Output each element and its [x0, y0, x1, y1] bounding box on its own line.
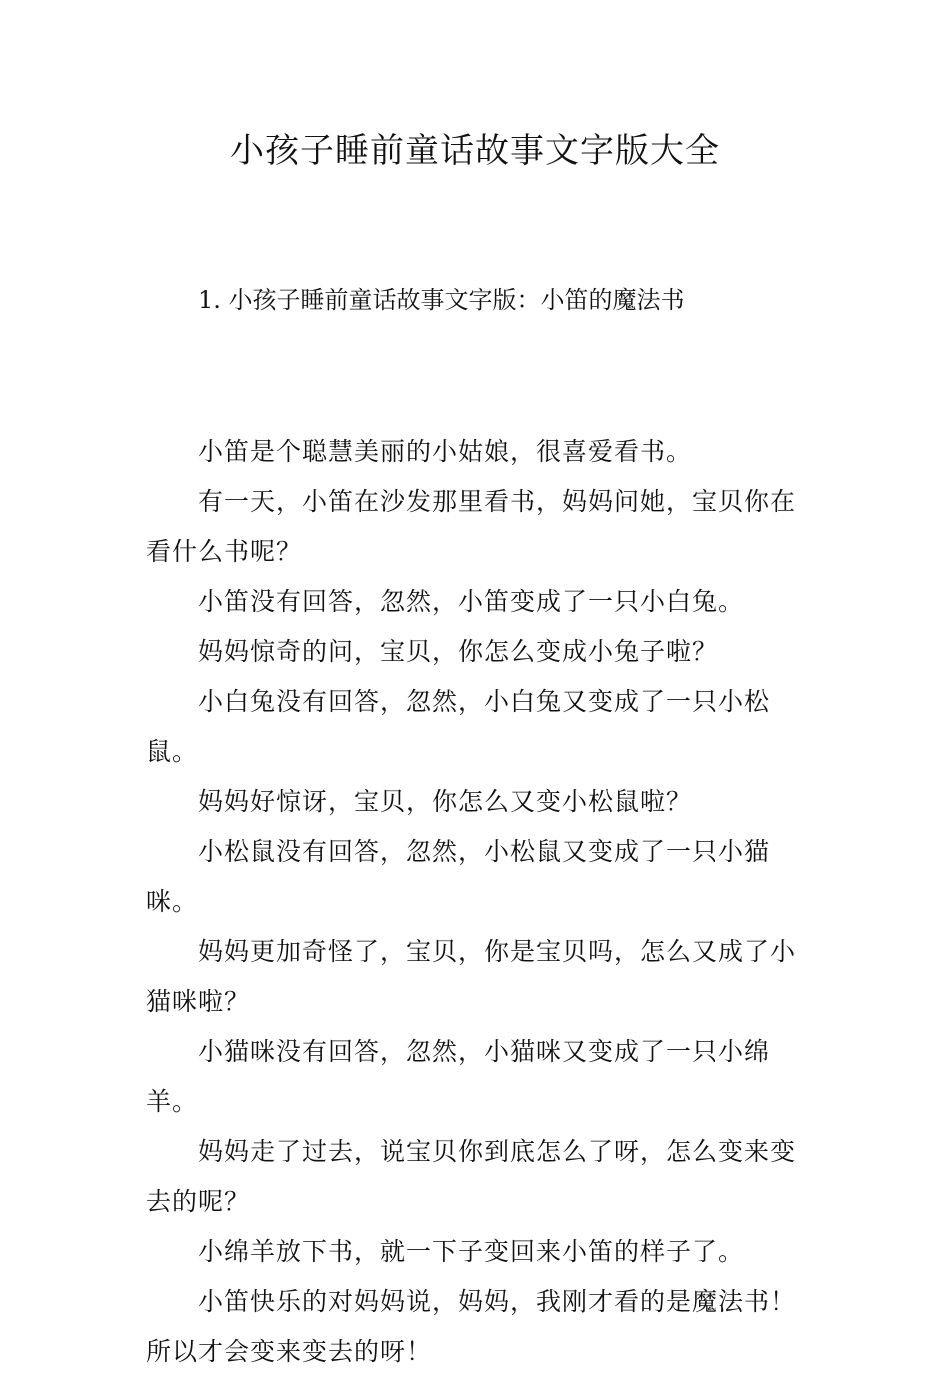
paragraph: 妈妈惊奇的问，宝贝，你怎么变成小兔子啦？: [198, 637, 719, 666]
paragraph: 小猫咪没有回答，忽然，小猫咪又变成了一只小绵羊。: [146, 1037, 771, 1116]
paragraph: 妈妈更加奇怪了，宝贝，你是宝贝吗，怎么又成了小猫咪啦？: [146, 937, 797, 1016]
paragraph: 小白兔没有回答，忽然，小白兔又变成了一只小松鼠。: [146, 687, 771, 766]
document-title: 小孩子睡前童话故事文字版大全: [230, 131, 720, 171]
paragraph: 小松鼠没有回答，忽然，小松鼠又变成了一只小猫咪。: [146, 837, 771, 916]
paragraph: 小绵羊放下书，就一下子变回来小笛的样子了。: [198, 1237, 745, 1266]
paragraph: 妈妈走了过去，说宝贝你到底怎么了呀，怎么变来变去的呢？: [146, 1137, 797, 1216]
paragraph: 小笛没有回答，忽然，小笛变成了一只小白兔。: [198, 587, 745, 616]
section-heading: 1. 小孩子睡前童话故事文字版：小笛的魔法书: [198, 286, 685, 314]
paragraph: 小笛是个聪慧美丽的小姑娘，很喜爱看书。: [198, 437, 693, 466]
paragraph: 有一天，小笛在沙发那里看书，妈妈问她，宝贝你在看什么书呢？: [146, 487, 797, 566]
paragraph: 妈妈好惊讶，宝贝，你怎么又变小松鼠啦？: [198, 787, 693, 816]
story-body: [146, 427, 808, 1377]
paragraph: 小笛快乐的对妈妈说，妈妈，我刚才看的是魔法书！所以才会变来变去的呀！: [146, 1287, 797, 1366]
